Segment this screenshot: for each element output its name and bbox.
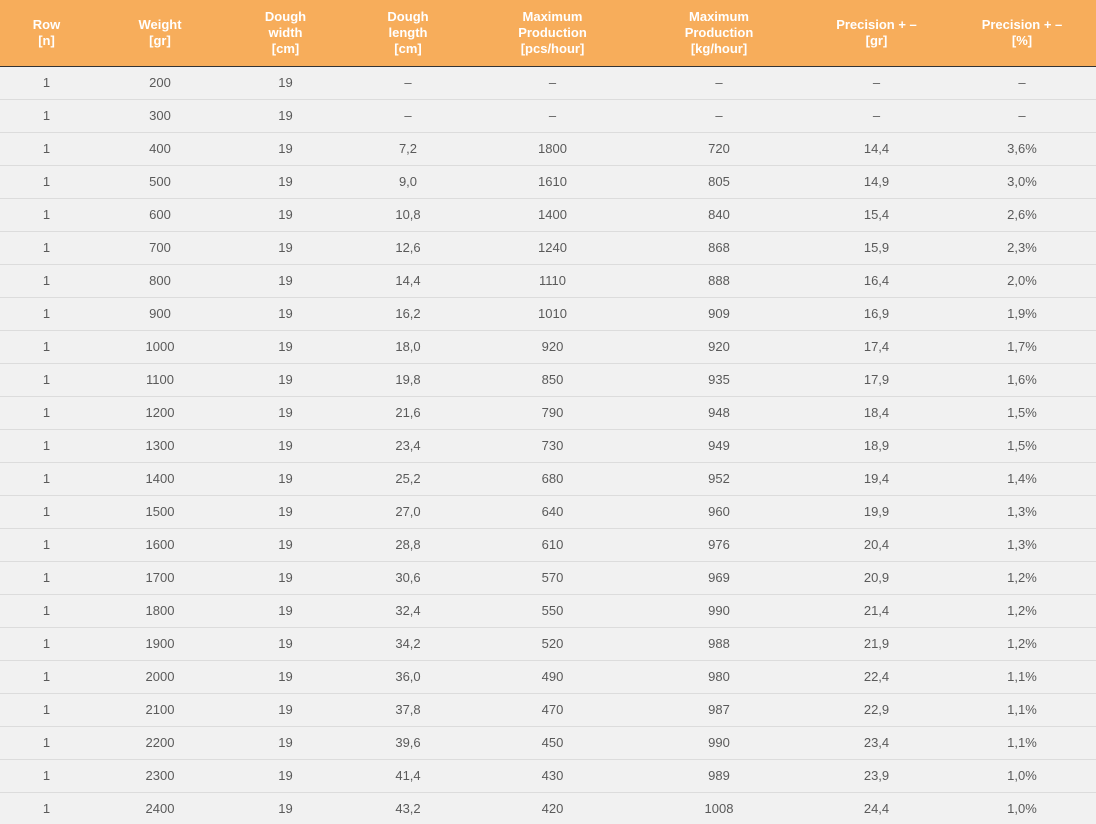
table-row bbox=[0, 165, 1096, 198]
cell-max-production-kg: 948 bbox=[633, 396, 805, 429]
cell-weight: 2400 bbox=[93, 792, 227, 824]
cell-dough-length: 25,2 bbox=[344, 462, 472, 495]
cell-max-production-pcs: 520 bbox=[472, 627, 633, 660]
table-row bbox=[0, 528, 1096, 561]
cell-precision-pct: 1,9% bbox=[948, 297, 1096, 330]
column-header-line: [gr] bbox=[865, 32, 888, 48]
table-row bbox=[0, 792, 1096, 824]
cell-row-n: 1 bbox=[0, 561, 93, 594]
cell-max-production-kg: – bbox=[633, 66, 805, 99]
cell-dough-length: 36,0 bbox=[344, 660, 472, 693]
cell-row-n: 1 bbox=[0, 330, 93, 363]
cell-max-production-pcs: 1800 bbox=[472, 132, 633, 165]
column-header-line: [%] bbox=[1011, 32, 1033, 48]
cell-row-n: 1 bbox=[0, 363, 93, 396]
table-row bbox=[0, 132, 1096, 165]
cell-weight: 400 bbox=[93, 132, 227, 165]
cell-weight: 1800 bbox=[93, 594, 227, 627]
cell-weight: 1200 bbox=[93, 396, 227, 429]
cell-max-production-kg: 949 bbox=[633, 429, 805, 462]
cell-dough-width: 19 bbox=[227, 627, 344, 660]
cell-dough-width: 19 bbox=[227, 297, 344, 330]
cell-precision-pct: 2,6% bbox=[948, 198, 1096, 231]
cell-weight: 2000 bbox=[93, 660, 227, 693]
cell-max-production-pcs: 790 bbox=[472, 396, 633, 429]
cell-precision-gr: 16,9 bbox=[805, 297, 948, 330]
column-header-dough-width bbox=[227, 0, 344, 66]
cell-precision-gr: 16,4 bbox=[805, 264, 948, 297]
column-header-line: Production bbox=[684, 24, 754, 40]
cell-max-production-pcs: 850 bbox=[472, 363, 633, 396]
cell-max-production-pcs: 470 bbox=[472, 693, 633, 726]
cell-row-n: 1 bbox=[0, 231, 93, 264]
table-row bbox=[0, 495, 1096, 528]
column-header-line: [cm] bbox=[271, 40, 300, 56]
cell-precision-pct: 3,6% bbox=[948, 132, 1096, 165]
cell-max-production-pcs: 920 bbox=[472, 330, 633, 363]
cell-dough-width: 19 bbox=[227, 528, 344, 561]
cell-max-production-kg: 980 bbox=[633, 660, 805, 693]
cell-precision-pct: 1,1% bbox=[948, 693, 1096, 726]
cell-weight: 700 bbox=[93, 231, 227, 264]
cell-precision-gr: 19,4 bbox=[805, 462, 948, 495]
column-header-precision-gr bbox=[805, 0, 948, 66]
cell-row-n: 1 bbox=[0, 198, 93, 231]
cell-max-production-pcs: 1610 bbox=[472, 165, 633, 198]
cell-weight: 1100 bbox=[93, 363, 227, 396]
table-row bbox=[0, 429, 1096, 462]
cell-precision-pct: 1,2% bbox=[948, 561, 1096, 594]
cell-max-production-pcs: 550 bbox=[472, 594, 633, 627]
column-header-line: Row bbox=[32, 16, 61, 32]
cell-weight: 1900 bbox=[93, 627, 227, 660]
table-row bbox=[0, 693, 1096, 726]
table-row bbox=[0, 627, 1096, 660]
cell-dough-length: 12,6 bbox=[344, 231, 472, 264]
cell-precision-gr: 23,4 bbox=[805, 726, 948, 759]
cell-dough-length: 10,8 bbox=[344, 198, 472, 231]
cell-precision-gr: 22,4 bbox=[805, 660, 948, 693]
cell-precision-pct: 1,5% bbox=[948, 396, 1096, 429]
column-header-line: Dough bbox=[264, 8, 307, 24]
table-row bbox=[0, 462, 1096, 495]
cell-dough-length: 19,8 bbox=[344, 363, 472, 396]
column-header-line: Maximum bbox=[689, 8, 749, 24]
cell-row-n: 1 bbox=[0, 726, 93, 759]
cell-max-production-pcs: – bbox=[472, 99, 633, 132]
cell-precision-gr: – bbox=[805, 99, 948, 132]
cell-weight: 2300 bbox=[93, 759, 227, 792]
cell-precision-pct: 1,2% bbox=[948, 627, 1096, 660]
column-header-line: Production bbox=[518, 24, 587, 40]
cell-precision-gr: 23,9 bbox=[805, 759, 948, 792]
cell-max-production-pcs: 570 bbox=[472, 561, 633, 594]
cell-dough-width: 19 bbox=[227, 66, 344, 99]
column-header-line: Weight bbox=[138, 16, 182, 32]
cell-dough-width: 19 bbox=[227, 726, 344, 759]
table-row bbox=[0, 726, 1096, 759]
cell-weight: 500 bbox=[93, 165, 227, 198]
cell-max-production-kg: 989 bbox=[633, 759, 805, 792]
cell-max-production-kg: 960 bbox=[633, 495, 805, 528]
cell-row-n: 1 bbox=[0, 594, 93, 627]
cell-max-production-pcs: 450 bbox=[472, 726, 633, 759]
cell-dough-width: 19 bbox=[227, 396, 344, 429]
table-row bbox=[0, 231, 1096, 264]
column-header-line: [n] bbox=[38, 32, 55, 48]
cell-weight: 1600 bbox=[93, 528, 227, 561]
cell-max-production-kg: 909 bbox=[633, 297, 805, 330]
table-header bbox=[0, 0, 1096, 66]
table-row bbox=[0, 264, 1096, 297]
cell-precision-pct: 1,3% bbox=[948, 495, 1096, 528]
cell-precision-gr: 18,4 bbox=[805, 396, 948, 429]
cell-precision-pct: 1,0% bbox=[948, 759, 1096, 792]
cell-max-production-kg: 952 bbox=[633, 462, 805, 495]
cell-max-production-kg: 935 bbox=[633, 363, 805, 396]
cell-max-production-kg: 987 bbox=[633, 693, 805, 726]
cell-precision-pct: 1,7% bbox=[948, 330, 1096, 363]
cell-row-n: 1 bbox=[0, 99, 93, 132]
cell-dough-width: 19 bbox=[227, 660, 344, 693]
column-header-line: [cm] bbox=[394, 40, 422, 56]
cell-dough-length: 28,8 bbox=[344, 528, 472, 561]
cell-precision-gr: 14,9 bbox=[805, 165, 948, 198]
cell-row-n: 1 bbox=[0, 132, 93, 165]
column-header-line: width bbox=[268, 24, 303, 40]
cell-precision-pct: 2,0% bbox=[948, 264, 1096, 297]
cell-max-production-kg: 888 bbox=[633, 264, 805, 297]
table-body bbox=[0, 66, 1096, 824]
cell-dough-length: – bbox=[344, 66, 472, 99]
cell-weight: 300 bbox=[93, 99, 227, 132]
cell-max-production-pcs: 430 bbox=[472, 759, 633, 792]
cell-max-production-kg: 969 bbox=[633, 561, 805, 594]
cell-dough-width: 19 bbox=[227, 198, 344, 231]
cell-max-production-pcs: 610 bbox=[472, 528, 633, 561]
cell-precision-gr: 14,4 bbox=[805, 132, 948, 165]
cell-dough-width: 19 bbox=[227, 330, 344, 363]
cell-precision-gr: 18,9 bbox=[805, 429, 948, 462]
cell-max-production-kg: 990 bbox=[633, 726, 805, 759]
cell-precision-pct: 1,2% bbox=[948, 594, 1096, 627]
cell-max-production-pcs: 680 bbox=[472, 462, 633, 495]
cell-max-production-kg: 988 bbox=[633, 627, 805, 660]
cell-max-production-pcs: 420 bbox=[472, 792, 633, 824]
cell-max-production-kg: 868 bbox=[633, 231, 805, 264]
table-row bbox=[0, 396, 1096, 429]
cell-weight: 1500 bbox=[93, 495, 227, 528]
table-row bbox=[0, 297, 1096, 330]
cell-row-n: 1 bbox=[0, 792, 93, 824]
cell-max-production-pcs: 1010 bbox=[472, 297, 633, 330]
column-header-dough-length bbox=[344, 0, 472, 66]
cell-dough-width: 19 bbox=[227, 759, 344, 792]
cell-max-production-pcs: 640 bbox=[472, 495, 633, 528]
column-header-max-production-pcs bbox=[472, 0, 633, 66]
cell-dough-length: 7,2 bbox=[344, 132, 472, 165]
cell-dough-length: 30,6 bbox=[344, 561, 472, 594]
cell-max-production-pcs: 730 bbox=[472, 429, 633, 462]
cell-max-production-kg: 840 bbox=[633, 198, 805, 231]
cell-dough-length: 37,8 bbox=[344, 693, 472, 726]
cell-row-n: 1 bbox=[0, 627, 93, 660]
table-row bbox=[0, 561, 1096, 594]
table-row bbox=[0, 330, 1096, 363]
table-row bbox=[0, 363, 1096, 396]
cell-precision-gr: 22,9 bbox=[805, 693, 948, 726]
cell-dough-width: 19 bbox=[227, 594, 344, 627]
cell-precision-gr: 21,9 bbox=[805, 627, 948, 660]
cell-max-production-pcs: – bbox=[472, 66, 633, 99]
cell-dough-length: 43,2 bbox=[344, 792, 472, 824]
table-row bbox=[0, 66, 1096, 99]
cell-dough-length: 23,4 bbox=[344, 429, 472, 462]
cell-dough-length: 39,6 bbox=[344, 726, 472, 759]
cell-weight: 1400 bbox=[93, 462, 227, 495]
cell-precision-gr: 17,4 bbox=[805, 330, 948, 363]
cell-precision-pct: 1,1% bbox=[948, 660, 1096, 693]
cell-dough-length: 14,4 bbox=[344, 264, 472, 297]
table-row bbox=[0, 759, 1096, 792]
cell-precision-gr: – bbox=[805, 66, 948, 99]
cell-precision-pct: 1,1% bbox=[948, 726, 1096, 759]
cell-dough-length: 27,0 bbox=[344, 495, 472, 528]
cell-row-n: 1 bbox=[0, 396, 93, 429]
cell-precision-gr: 17,9 bbox=[805, 363, 948, 396]
cell-max-production-pcs: 1240 bbox=[472, 231, 633, 264]
cell-dough-length: 32,4 bbox=[344, 594, 472, 627]
cell-dough-length: 16,2 bbox=[344, 297, 472, 330]
cell-dough-width: 19 bbox=[227, 495, 344, 528]
cell-max-production-kg: 976 bbox=[633, 528, 805, 561]
column-header-line: [pcs/hour] bbox=[520, 40, 585, 56]
column-header-line: Maximum bbox=[522, 8, 583, 24]
column-header-line: length bbox=[388, 24, 428, 40]
cell-dough-length: 21,6 bbox=[344, 396, 472, 429]
cell-row-n: 1 bbox=[0, 462, 93, 495]
cell-dough-width: 19 bbox=[227, 429, 344, 462]
cell-row-n: 1 bbox=[0, 297, 93, 330]
table-row bbox=[0, 198, 1096, 231]
cell-max-production-kg: – bbox=[633, 99, 805, 132]
column-header-line: [kg/hour] bbox=[690, 40, 748, 56]
cell-precision-pct: 2,3% bbox=[948, 231, 1096, 264]
cell-weight: 1700 bbox=[93, 561, 227, 594]
cell-dough-length: 41,4 bbox=[344, 759, 472, 792]
header-row bbox=[0, 0, 1096, 66]
cell-dough-width: 19 bbox=[227, 462, 344, 495]
cell-dough-width: 19 bbox=[227, 99, 344, 132]
column-header-line: Dough bbox=[387, 8, 429, 24]
cell-row-n: 1 bbox=[0, 660, 93, 693]
column-header-row-n bbox=[0, 0, 93, 66]
table-row bbox=[0, 99, 1096, 132]
cell-precision-pct: 1,0% bbox=[948, 792, 1096, 824]
cell-precision-gr: 19,9 bbox=[805, 495, 948, 528]
cell-dough-width: 19 bbox=[227, 132, 344, 165]
cell-dough-width: 19 bbox=[227, 264, 344, 297]
cell-max-production-pcs: 1110 bbox=[472, 264, 633, 297]
cell-weight: 600 bbox=[93, 198, 227, 231]
cell-max-production-pcs: 490 bbox=[472, 660, 633, 693]
cell-precision-pct: 1,5% bbox=[948, 429, 1096, 462]
cell-dough-length: – bbox=[344, 99, 472, 132]
cell-precision-pct: – bbox=[948, 99, 1096, 132]
cell-weight: 800 bbox=[93, 264, 227, 297]
cell-precision-pct: 1,4% bbox=[948, 462, 1096, 495]
column-header-precision-pct bbox=[948, 0, 1096, 66]
cell-row-n: 1 bbox=[0, 165, 93, 198]
cell-max-production-kg: 990 bbox=[633, 594, 805, 627]
cell-max-production-kg: 805 bbox=[633, 165, 805, 198]
cell-row-n: 1 bbox=[0, 495, 93, 528]
cell-weight: 1300 bbox=[93, 429, 227, 462]
cell-row-n: 1 bbox=[0, 693, 93, 726]
cell-precision-gr: 15,4 bbox=[805, 198, 948, 231]
cell-row-n: 1 bbox=[0, 66, 93, 99]
column-header-max-production-kg bbox=[633, 0, 805, 66]
cell-weight: 900 bbox=[93, 297, 227, 330]
column-header-line: Precision + – bbox=[981, 16, 1063, 32]
cell-precision-gr: 21,4 bbox=[805, 594, 948, 627]
table-row bbox=[0, 660, 1096, 693]
cell-weight: 200 bbox=[93, 66, 227, 99]
cell-max-production-kg: 920 bbox=[633, 330, 805, 363]
cell-precision-pct: 1,6% bbox=[948, 363, 1096, 396]
cell-precision-pct: 3,0% bbox=[948, 165, 1096, 198]
cell-dough-length: 18,0 bbox=[344, 330, 472, 363]
cell-weight: 1000 bbox=[93, 330, 227, 363]
cell-precision-pct: – bbox=[948, 66, 1096, 99]
cell-row-n: 1 bbox=[0, 528, 93, 561]
column-header-line: [gr] bbox=[149, 32, 171, 48]
column-header-weight bbox=[93, 0, 227, 66]
cell-max-production-kg: 720 bbox=[633, 132, 805, 165]
cell-dough-width: 19 bbox=[227, 363, 344, 396]
cell-dough-length: 9,0 bbox=[344, 165, 472, 198]
cell-precision-gr: 15,9 bbox=[805, 231, 948, 264]
cell-precision-gr: 20,9 bbox=[805, 561, 948, 594]
column-header-line: Precision + – bbox=[836, 16, 917, 32]
cell-dough-width: 19 bbox=[227, 165, 344, 198]
cell-precision-gr: 24,4 bbox=[805, 792, 948, 824]
cell-max-production-pcs: 1400 bbox=[472, 198, 633, 231]
table-row bbox=[0, 594, 1096, 627]
cell-weight: 2100 bbox=[93, 693, 227, 726]
cell-precision-gr: 20,4 bbox=[805, 528, 948, 561]
cell-dough-width: 19 bbox=[227, 561, 344, 594]
cell-row-n: 1 bbox=[0, 759, 93, 792]
cell-dough-width: 19 bbox=[227, 792, 344, 824]
cell-dough-width: 19 bbox=[227, 231, 344, 264]
cell-max-production-kg: 1008 bbox=[633, 792, 805, 824]
cell-row-n: 1 bbox=[0, 264, 93, 297]
cell-dough-width: 19 bbox=[227, 693, 344, 726]
cell-precision-pct: 1,3% bbox=[948, 528, 1096, 561]
cell-dough-length: 34,2 bbox=[344, 627, 472, 660]
cell-row-n: 1 bbox=[0, 429, 93, 462]
cell-weight: 2200 bbox=[93, 726, 227, 759]
